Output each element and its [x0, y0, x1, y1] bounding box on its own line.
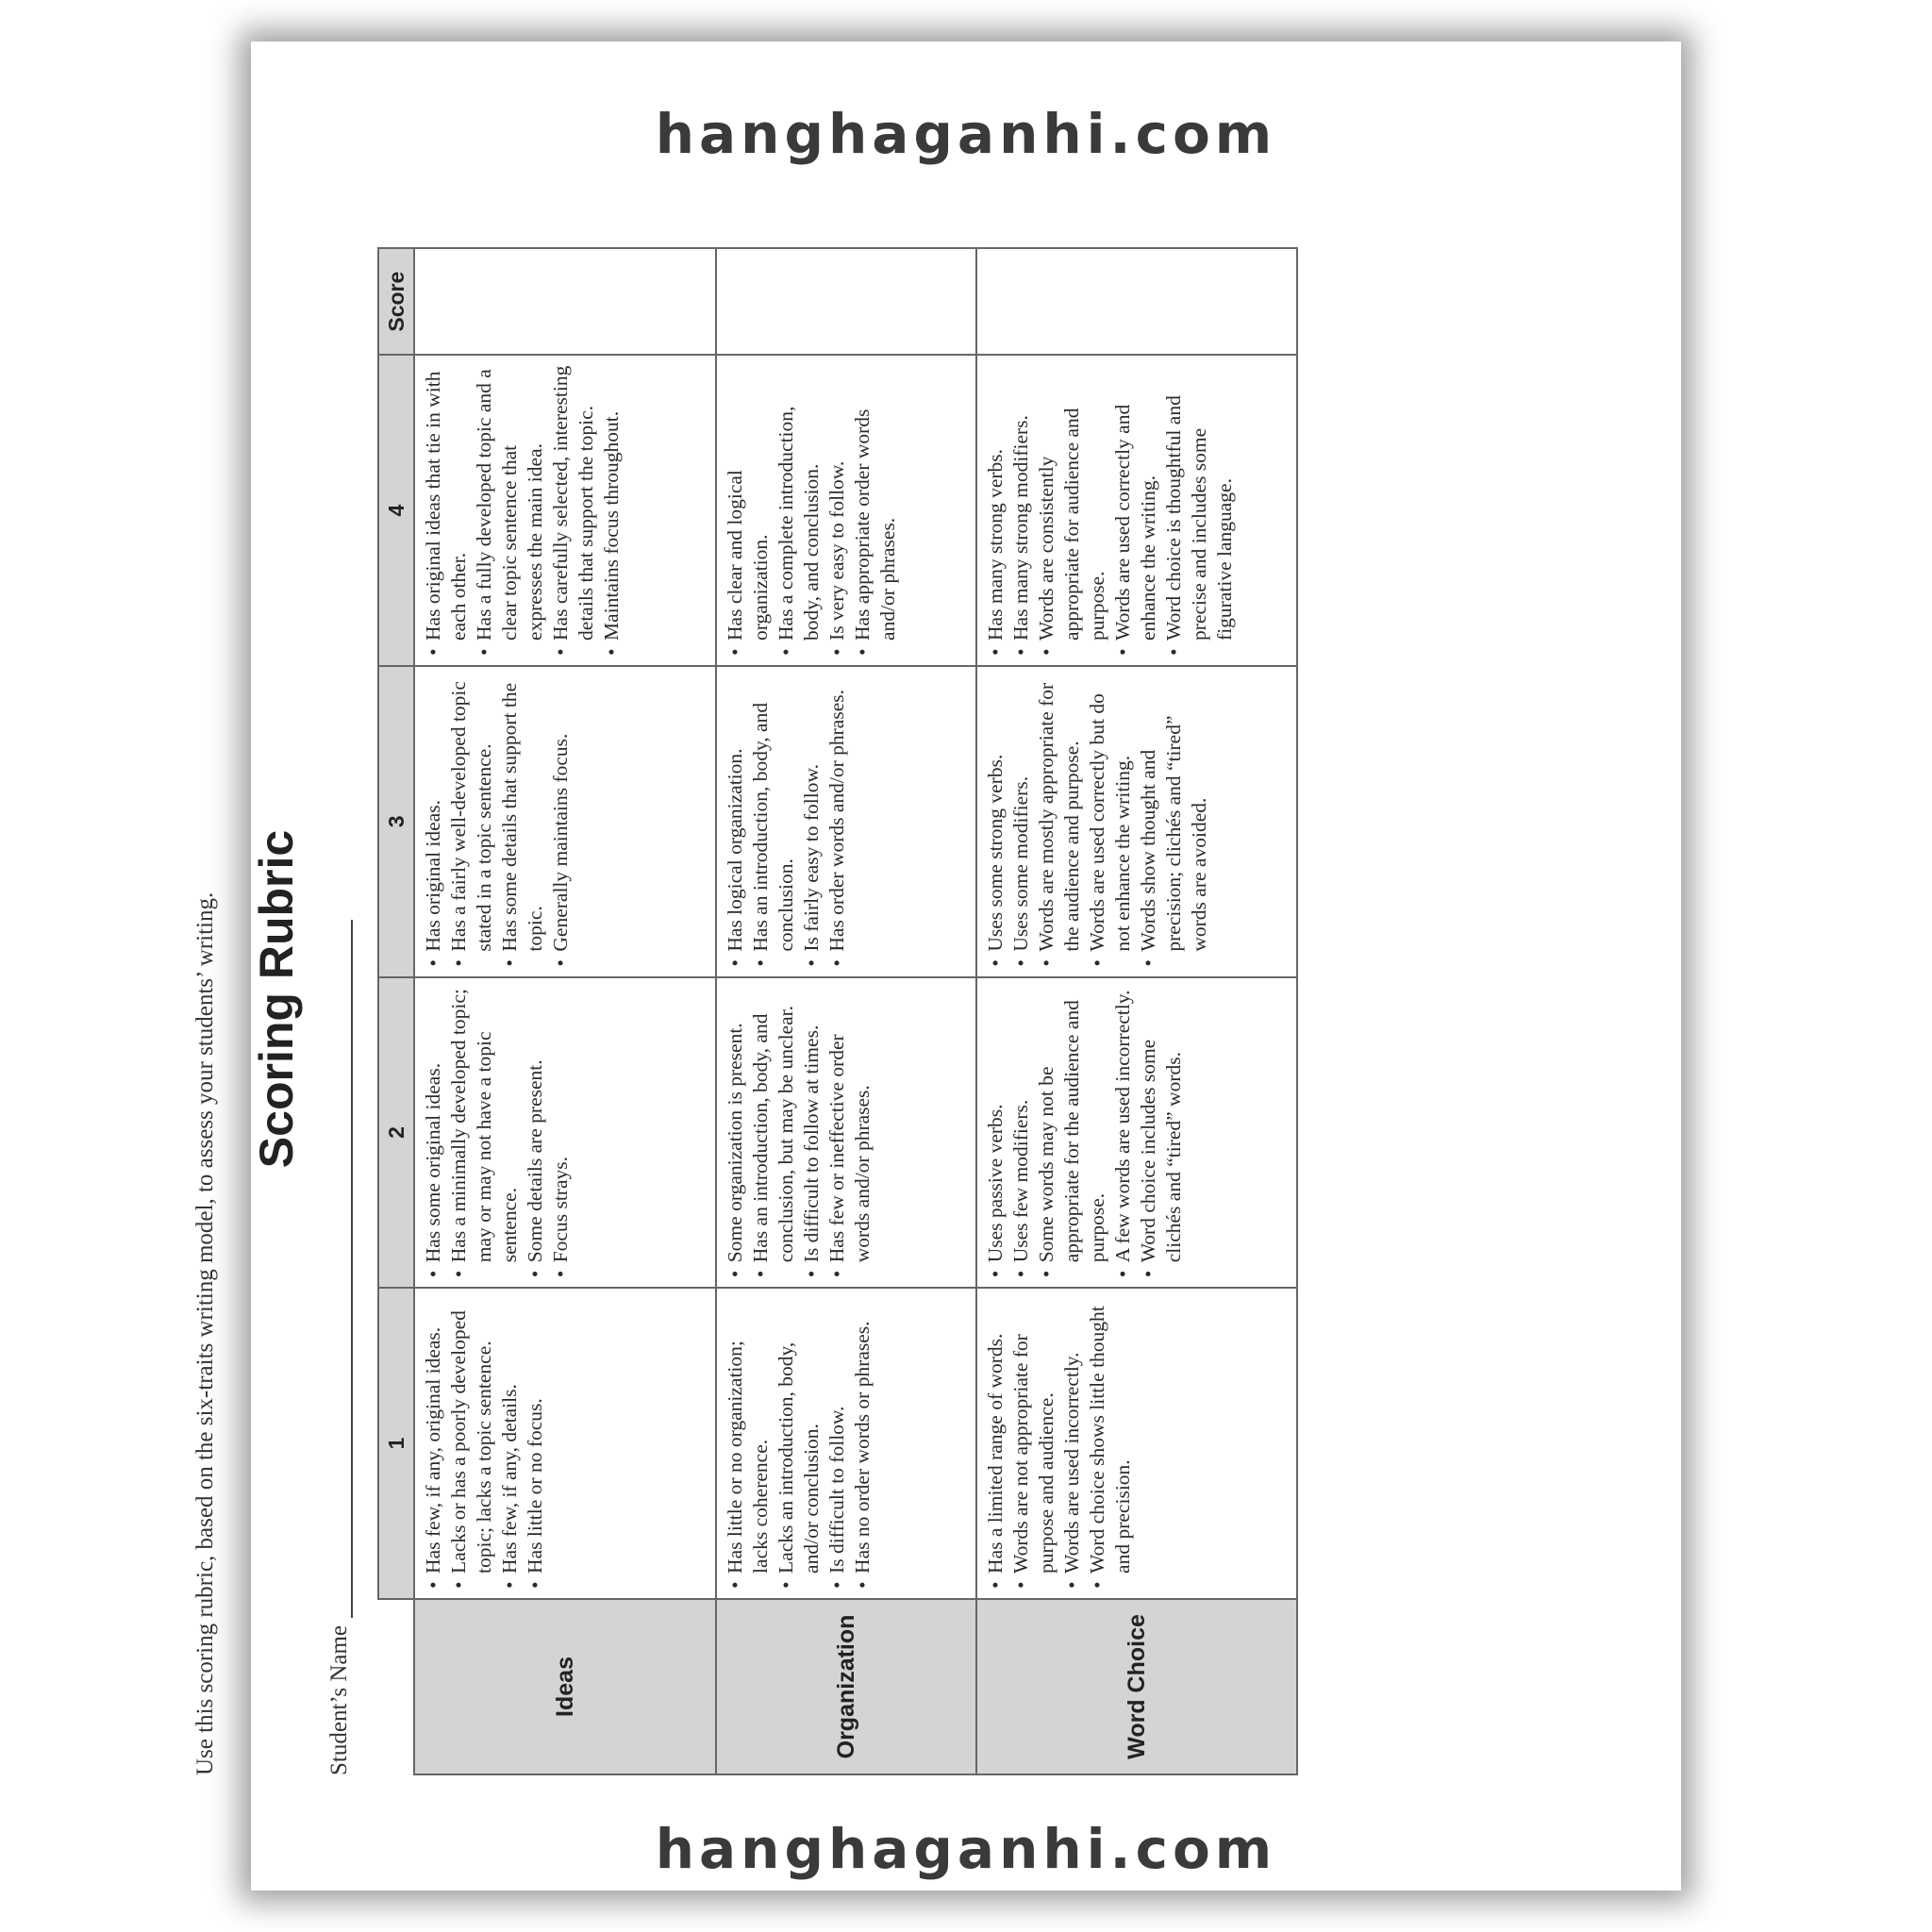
list-item: • Has many strong verbs.: [983, 363, 1008, 658]
list-item: • Words are not appropriate for purpose and audience.: [1008, 1296, 1059, 1591]
rotated-content: [62, 268, 1236, 1815]
student-name-field[interactable]: [328, 920, 353, 1618]
worksheet-page: [192, 42, 1681, 1890]
list-item: • Has few or ineffective order words and/or phrases.: [824, 986, 875, 1280]
list-item: • Words are mostly appropriate for the audience and purpose.: [1034, 675, 1085, 969]
cell-organization-1: [716, 1288, 976, 1599]
list-item: • Has a fairly well-developed topic stated in a topic sentence.: [446, 675, 497, 969]
list-item: • Lacks an introduction, body, and/or conclusion.: [774, 1296, 824, 1591]
header-score-1: 1: [378, 1288, 414, 1599]
cell-organization-3: [716, 666, 976, 977]
list-item: • Has clear and logical organization.: [723, 363, 774, 658]
table-row: [414, 248, 716, 1774]
student-name-row: [326, 920, 353, 1775]
list-item: • Word choice shows little thought and precision.: [1085, 1296, 1136, 1591]
cell-word-choice-3: [976, 666, 1297, 977]
list-item: • Has order words and/or phrases.: [824, 675, 850, 969]
list-item: • Word choice includes some clichés and “tired” words.: [1136, 986, 1187, 1280]
list-item: • Generally maintains focus.: [548, 675, 574, 969]
list-item: • Is fairly easy to follow.: [799, 675, 824, 969]
student-name-label: Student’s Name: [326, 1624, 352, 1775]
list-item: • Words are used correctly but do not enhance the writing.: [1085, 675, 1136, 969]
watermark-top: hanghaganhi.com: [655, 102, 1277, 166]
header-corner: [378, 1599, 414, 1774]
cell-word-choice-2: [976, 977, 1297, 1289]
header-score-4: 4: [378, 355, 414, 666]
trait-word-choice: Word Choice: [976, 1599, 1297, 1774]
score-cell-word-choice[interactable]: [976, 248, 1297, 355]
list-item: • Words are consistently appropriate for audience and purpose.: [1034, 363, 1110, 658]
list-item: • Words show thought and precision; clichés and “tired” words are avoided.: [1136, 675, 1212, 969]
list-item: • Has no order words or phrases.: [850, 1296, 875, 1591]
list-item: • Has carefully selected, interesting details that support the topic.: [548, 363, 599, 658]
list-item: • Has an introduction, body, and conclusion, but may be unclear.: [748, 986, 799, 1280]
trait-organization: Organization: [716, 1599, 976, 1774]
list-item: • Has logical organization.: [723, 675, 748, 969]
list-item: • A few words are used incorrectly.: [1110, 986, 1136, 1280]
rubric-table: [377, 247, 1298, 1775]
list-item: • Has little or no focus.: [523, 1296, 548, 1591]
cell-organization-4: [716, 355, 976, 666]
score-cell-organization[interactable]: [716, 248, 976, 355]
list-item: • Uses passive verbs.: [983, 986, 1008, 1280]
cell-ideas-1: [414, 1288, 716, 1599]
cell-word-choice-4: [976, 355, 1297, 666]
list-item: • Has some original ideas.: [421, 986, 446, 1280]
list-item: • Uses few modifiers.: [1008, 986, 1034, 1280]
trait-ideas: Ideas: [414, 1599, 716, 1774]
list-item: • Uses some strong verbs.: [983, 675, 1008, 969]
list-item: • Words are used incorrectly.: [1059, 1296, 1085, 1591]
list-item: • Has original ideas that tie in with each other.: [421, 363, 472, 658]
list-item: • Some words may not be appropriate for the audience and purpose.: [1034, 986, 1110, 1280]
cell-ideas-3: [414, 666, 716, 977]
list-item: • Words are used correctly and enhance the writing.: [1110, 363, 1161, 658]
header-score-3: 3: [378, 666, 414, 977]
list-item: • Has appropriate order words and/or phrases.: [850, 363, 901, 658]
cell-ideas-2: [414, 977, 716, 1289]
intro-text: Use this scoring rubric, based on the six-traits writing model, to assess your students’ writing.: [192, 891, 218, 1775]
list-item: • Is very easy to follow.: [824, 363, 850, 658]
score-cell-ideas[interactable]: [414, 248, 716, 355]
list-item: • Has some details that support the topic.: [497, 675, 548, 969]
list-item: • Has a complete introduction, body, and conclusion.: [774, 363, 824, 658]
list-item: • Has a limited range of words.: [983, 1296, 1008, 1591]
list-item: • Has few, if any, original ideas.: [421, 1296, 446, 1591]
list-item: • Focus strays.: [548, 986, 574, 1280]
list-item: • Has little or no organization; lacks coherence.: [723, 1296, 774, 1591]
list-item: • Has few, if any, details.: [497, 1296, 523, 1591]
list-item: • Word choice is thoughtful and precise and includes some figurative language.: [1161, 363, 1238, 658]
header-row: [378, 248, 414, 1774]
list-item: • Has original ideas.: [421, 675, 446, 969]
list-item: • Has many strong modifiers.: [1008, 363, 1034, 658]
list-item: • Maintains focus throughout.: [599, 363, 625, 658]
list-item: • Has a minimally developed topic; may or may not have a topic sentence.: [446, 986, 523, 1280]
list-item: • Has a fully developed topic and a clear topic sentence that expresses the main idea.: [472, 363, 548, 658]
table-row: [976, 248, 1297, 1774]
header-score: Score: [378, 248, 414, 355]
table-row: [716, 248, 976, 1774]
list-item: • Some details are present.: [523, 986, 548, 1280]
list-item: • Has an introduction, body, and conclusion.: [748, 675, 799, 969]
cell-word-choice-1: [976, 1288, 1297, 1599]
cell-organization-2: [716, 977, 976, 1289]
list-item: • Uses some modifiers.: [1008, 675, 1034, 969]
list-item: • Is difficult to follow at times.: [799, 986, 824, 1280]
page-title: Scoring Rubric: [250, 829, 303, 1169]
cell-ideas-4: [414, 355, 716, 666]
list-item: • Some organization is present.: [723, 986, 748, 1280]
list-item: • Is difficult to follow.: [824, 1296, 850, 1591]
watermark-bottom: hanghaganhi.com: [655, 1817, 1277, 1881]
header-score-2: 2: [378, 977, 414, 1289]
list-item: • Lacks or has a poorly developed topic; lacks a topic sentence.: [446, 1296, 497, 1591]
